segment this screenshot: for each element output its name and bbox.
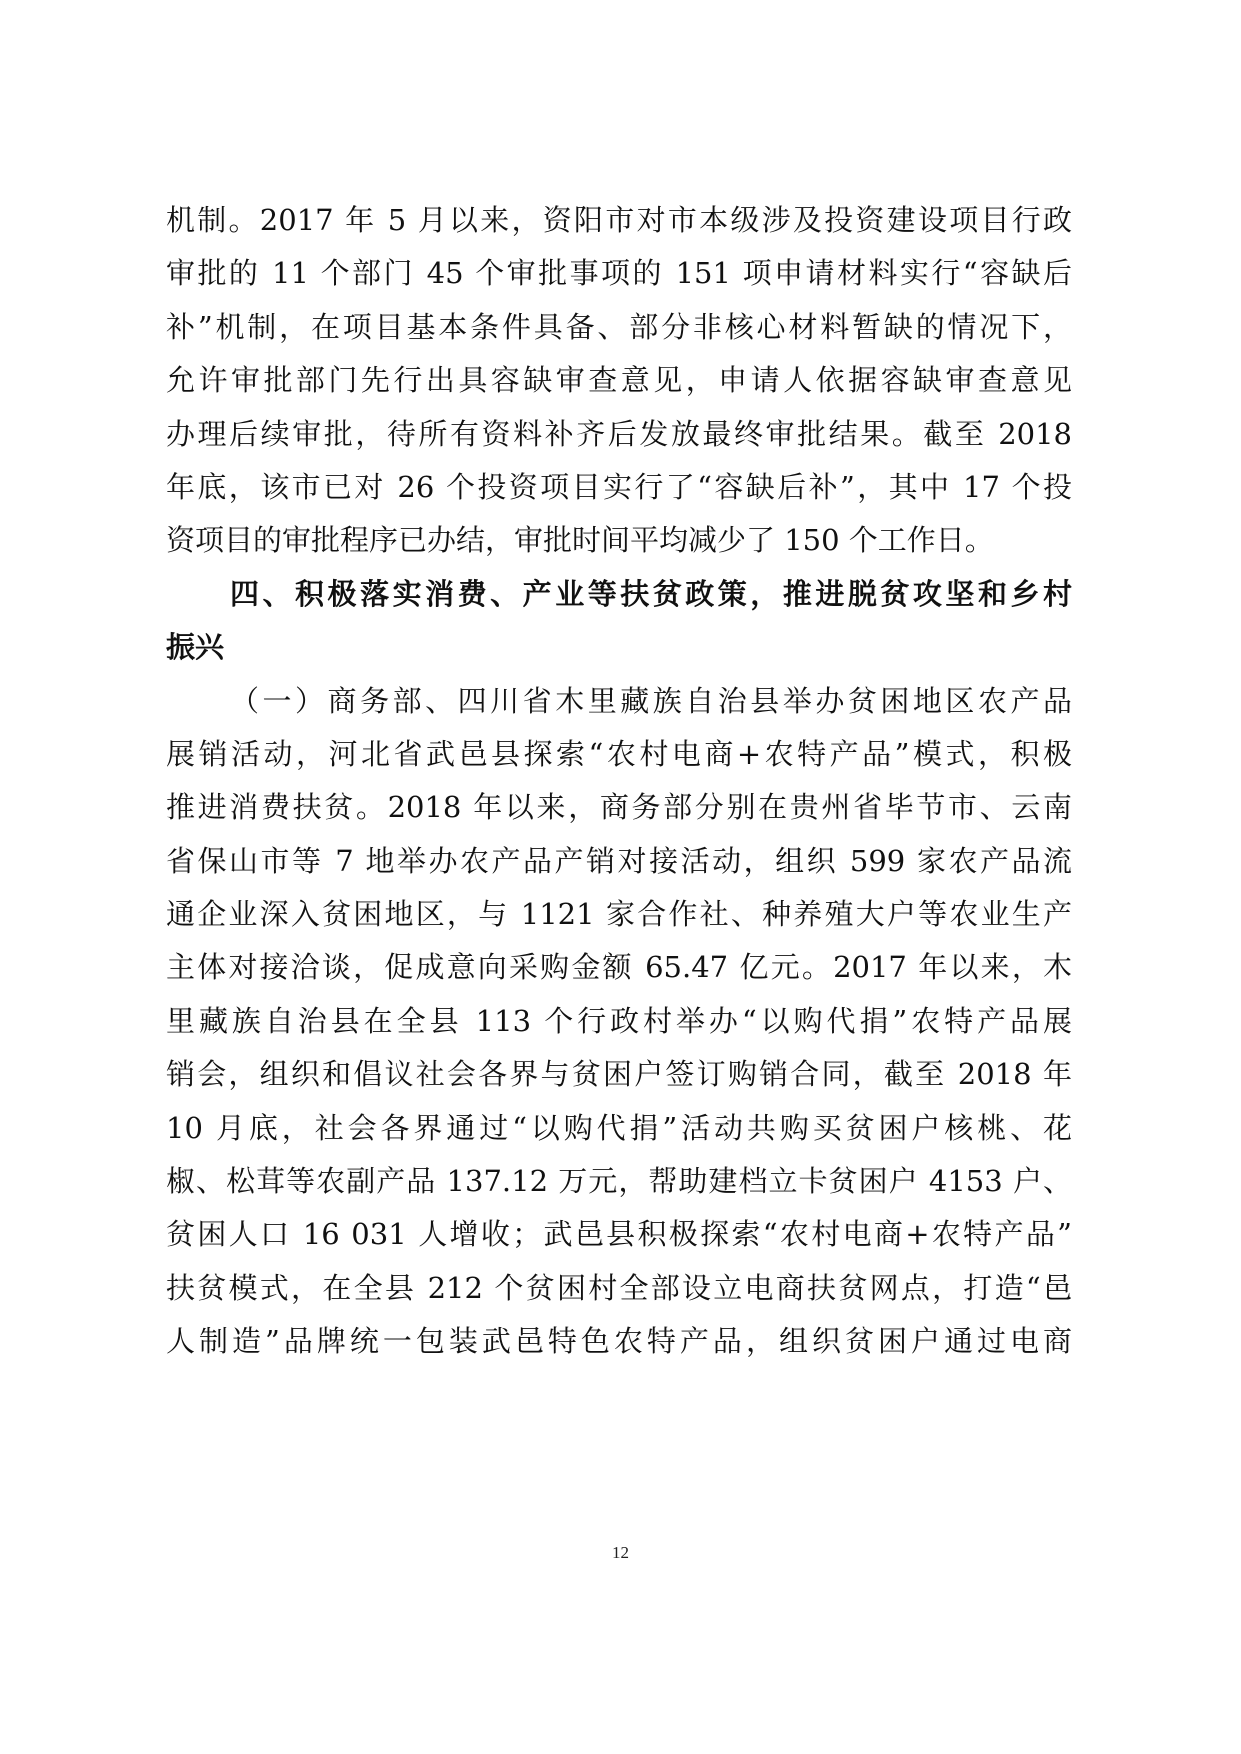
text-line: 资项目的审批程序已办结，审批时间平均减少了 150 个工作日。 — [166, 523, 994, 558]
section-heading — [166, 568, 1072, 675]
text-line: 展销活动，河北省武邑县探索“农村电商+农特产品”模式，积极 — [166, 736, 1072, 771]
text-line: 贫困人口 16 031 人增收；武邑县积极探索“农村电商+农特产品” — [166, 1217, 1072, 1252]
text-line: 椒、松茸等农副产品 137.12 万元，帮助建档立卡贫困户 4153 户、 — [166, 1164, 1072, 1199]
text-line: 补”机制，在项目基本条件具备、部分非核心材料暂缺的情况下， — [166, 309, 1072, 344]
text-line: 审批的 11 个部门 45 个审批事项的 151 项申请材料实行“容缺后 — [166, 256, 1072, 291]
text-line: 办理后续审批，待所有资料补齐后发放最终审批结果。截至 2018 — [166, 416, 1072, 451]
document-page — [166, 194, 1072, 1369]
text-line: 通企业深入贫困地区，与 1121 家合作社、种养殖大户等农业生产 — [166, 897, 1072, 932]
text-line: 主体对接洽谈，促成意向采购金额 65.47 亿元。2017 年以来，木 — [166, 950, 1072, 985]
text-line: （一）商务部、四川省木里藏族自治县举办贫困地区农产品 — [230, 683, 1072, 718]
text-line: 推进消费扶贫。2018 年以来，商务部分别在贵州省毕节市、云南 — [166, 790, 1072, 825]
heading-line: 四、积极落实消费、产业等扶贫政策，推进脱贫攻坚和乡村 — [230, 576, 1072, 611]
page-number: 12 — [612, 1543, 629, 1562]
text-line: 允许审批部门先行出具容缺审查意见，申请人依据容缺审查意见 — [166, 363, 1072, 398]
text-line: 里藏族自治县在全县 113 个行政村举办“以购代捐”农特产品展 — [166, 1003, 1072, 1038]
text-line: 年底，该市已对 26 个投资项目实行了“容缺后补”，其中 17 个投 — [166, 469, 1072, 504]
paragraph-consumption-poverty-alleviation — [166, 675, 1072, 1369]
text-line: 人制造”品牌统一包装武邑特色农特产品，组织贫困户通过电商 — [166, 1324, 1072, 1359]
text-line: 扶贫模式，在全县 212 个贫困村全部设立电商扶贫网点，打造“邑 — [166, 1270, 1072, 1305]
paragraph-approval-mechanism — [166, 194, 1072, 568]
text-line: 销会，组织和倡议社会各界与贫困户签订购销合同，截至 2018 年 — [166, 1057, 1072, 1092]
text-line: 机制。2017 年 5 月以来，资阳市对市本级涉及投资建设项目行政 — [166, 203, 1072, 237]
heading-line: 振兴 — [166, 630, 225, 665]
text-line: 10 月底，社会各界通过“以购代捐”活动共购买贫困户核桃、花 — [166, 1110, 1072, 1145]
text-line: 省保山市等 7 地举办农产品产销对接活动，组织 599 家农产品流 — [166, 843, 1072, 878]
